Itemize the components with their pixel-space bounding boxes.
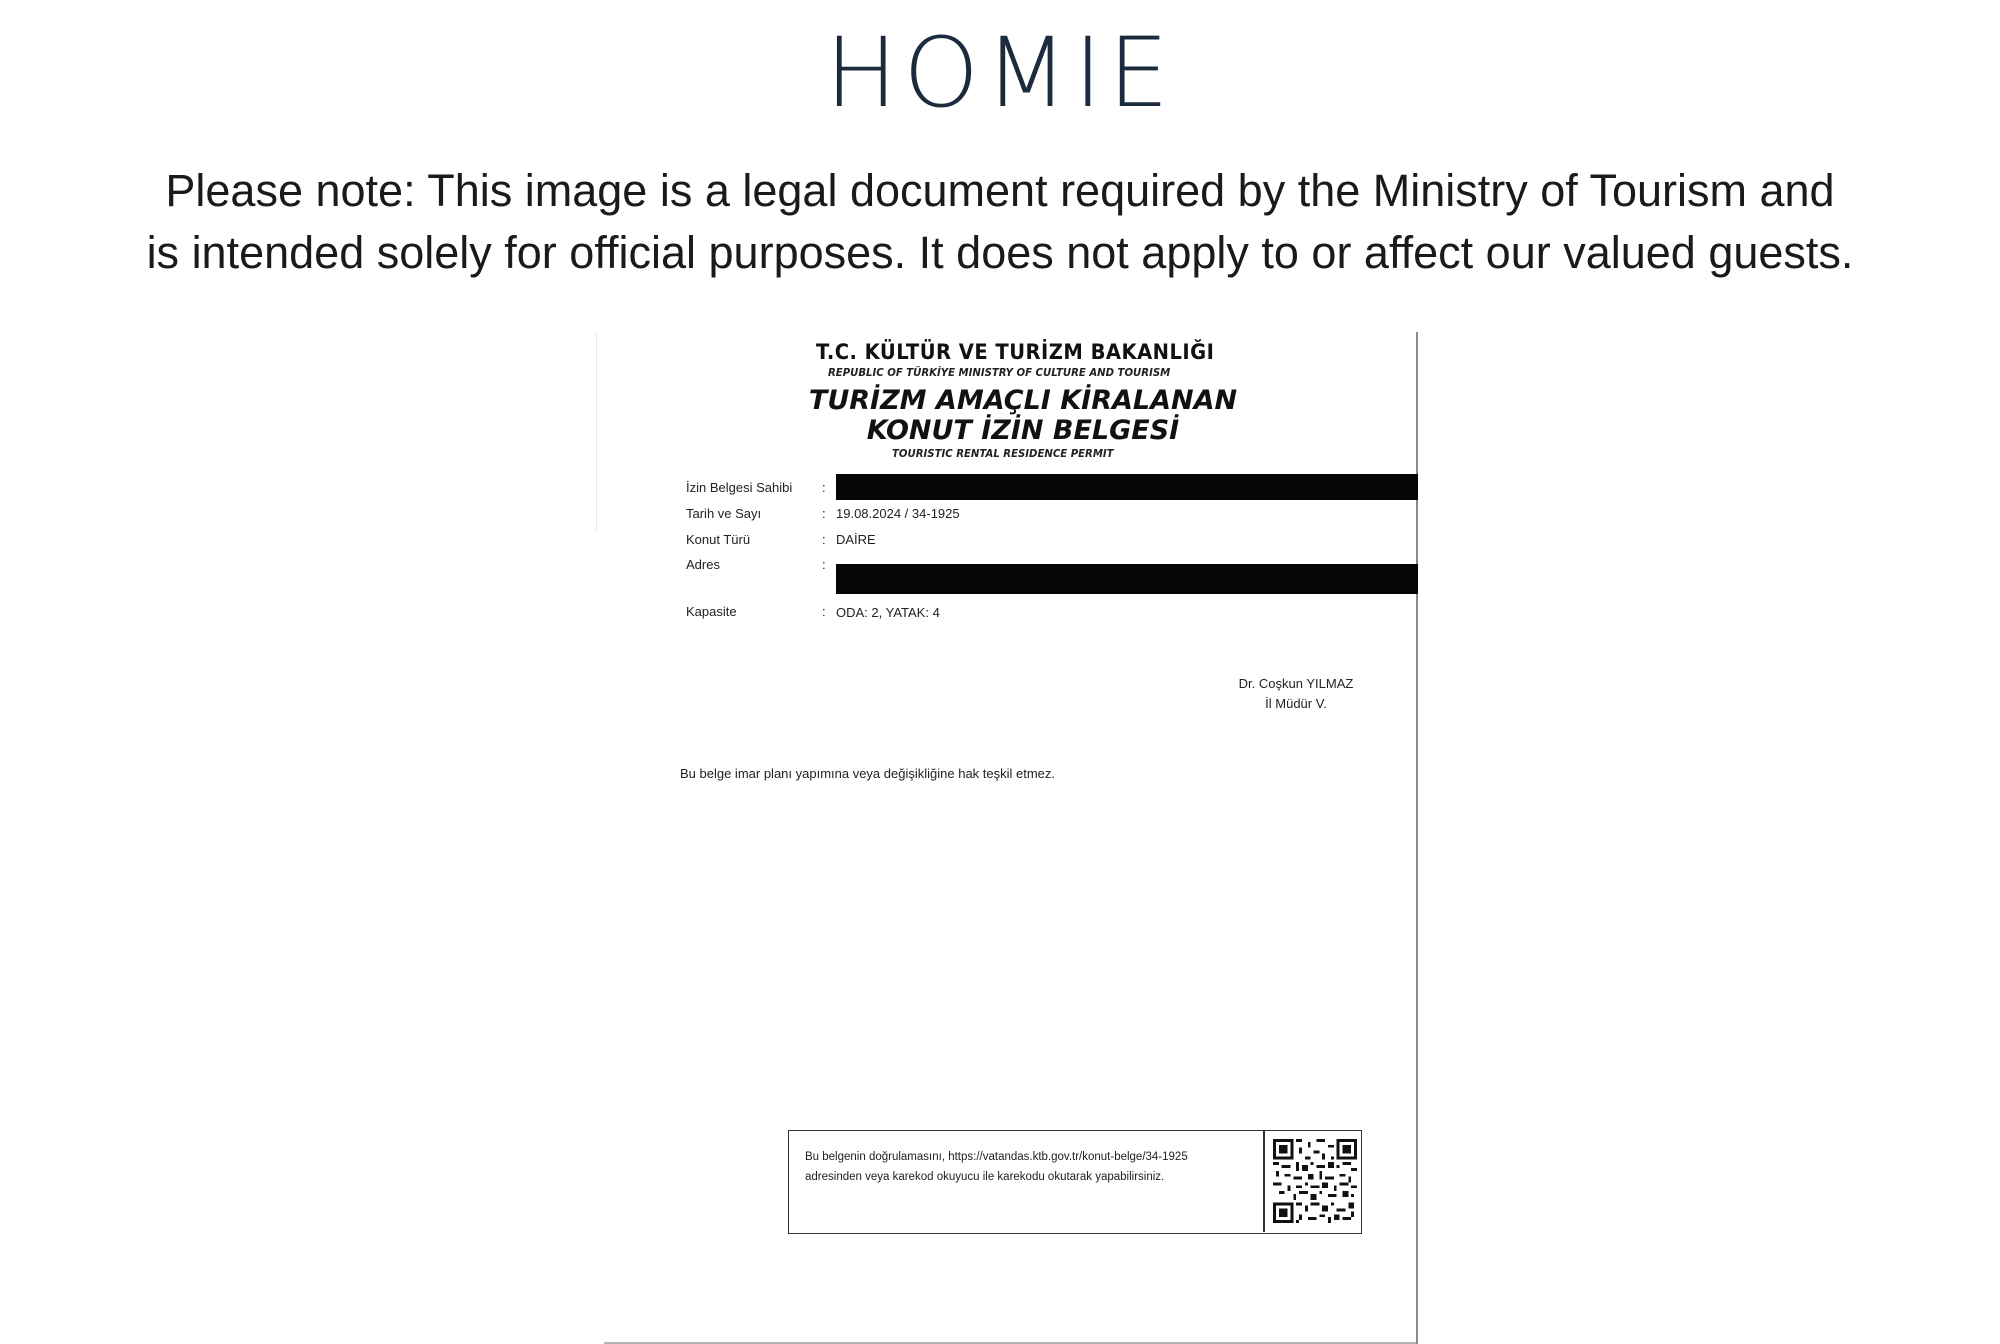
field-label-date-number: Tarih ve Sayı — [686, 506, 762, 521]
signer-name: Dr. Coşkun YILMAZ — [1238, 676, 1354, 691]
permit-document — [596, 332, 1418, 1344]
verification-divider — [1263, 1131, 1265, 1232]
permit-subtitle: TOURISTIC RENTAL RESIDENCE PERMIT — [892, 447, 1114, 460]
redaction-bar-address — [836, 564, 1418, 594]
signer-title: İl Müdür V. — [1265, 696, 1327, 711]
field-colon: : — [822, 506, 826, 521]
field-colon: : — [822, 480, 826, 495]
field-value-residence-type: DAİRE — [836, 532, 876, 547]
permit-title-line-1: TURİZM AMAÇLI KİRALANAN — [808, 385, 1238, 416]
field-colon: : — [822, 557, 826, 572]
verification-line-2: adresinden veya karekod okuyucu ile karekodu okutarak yapabilirsiniz. — [805, 1171, 1165, 1183]
field-label-residence-type: Konut Türü — [686, 532, 751, 547]
notice-line-2: is intended solely for official purposes. It does not apply to or affect our valued guests. — [146, 227, 1854, 278]
field-colon: : — [822, 604, 826, 619]
field-label-capacity: Kapasite — [686, 604, 737, 619]
document-edge-left — [596, 332, 597, 532]
verification-line-1: Bu belgenin doğrulamasını, https://vatandas.ktb.gov.tr/konut-belge/34-1925 — [805, 1151, 1188, 1163]
redaction-bar-owner — [836, 474, 1418, 500]
field-label-address: Adres — [686, 557, 720, 572]
signer-block — [1196, 674, 1396, 714]
ministry-name-english: REPUBLIC OF TÜRKİYE MINISTRY OF CULTURE AND TOURISM — [828, 366, 1171, 379]
field-value-capacity: ODA: 2, YATAK: 4 — [836, 605, 940, 620]
field-value-date-number: 19.08.2024 / 34-1925 — [836, 506, 960, 521]
field-label-owner: İzin Belgesi Sahibi — [686, 480, 793, 495]
verification-box — [788, 1130, 1362, 1234]
ministry-name: T.C. KÜLTÜR VE TURİZM BAKANLIĞI — [816, 340, 1215, 364]
brand-logo: HOMIE — [825, 17, 1175, 129]
verification-text — [805, 1147, 1255, 1187]
field-colon: : — [822, 532, 826, 547]
permit-title — [808, 386, 1238, 446]
notice-line-1: Please note: This image is a legal document required by the Ministry of Tourism and — [165, 165, 1835, 216]
qr-code-icon — [1273, 1139, 1357, 1223]
legal-notice — [0, 160, 2000, 284]
permit-title-line-2: KONUT İZİN BELGESİ — [866, 415, 1180, 446]
zoning-disclaimer: Bu belge imar planı yapımına veya değişikliğine hak teşkil etmez. — [680, 766, 1056, 781]
